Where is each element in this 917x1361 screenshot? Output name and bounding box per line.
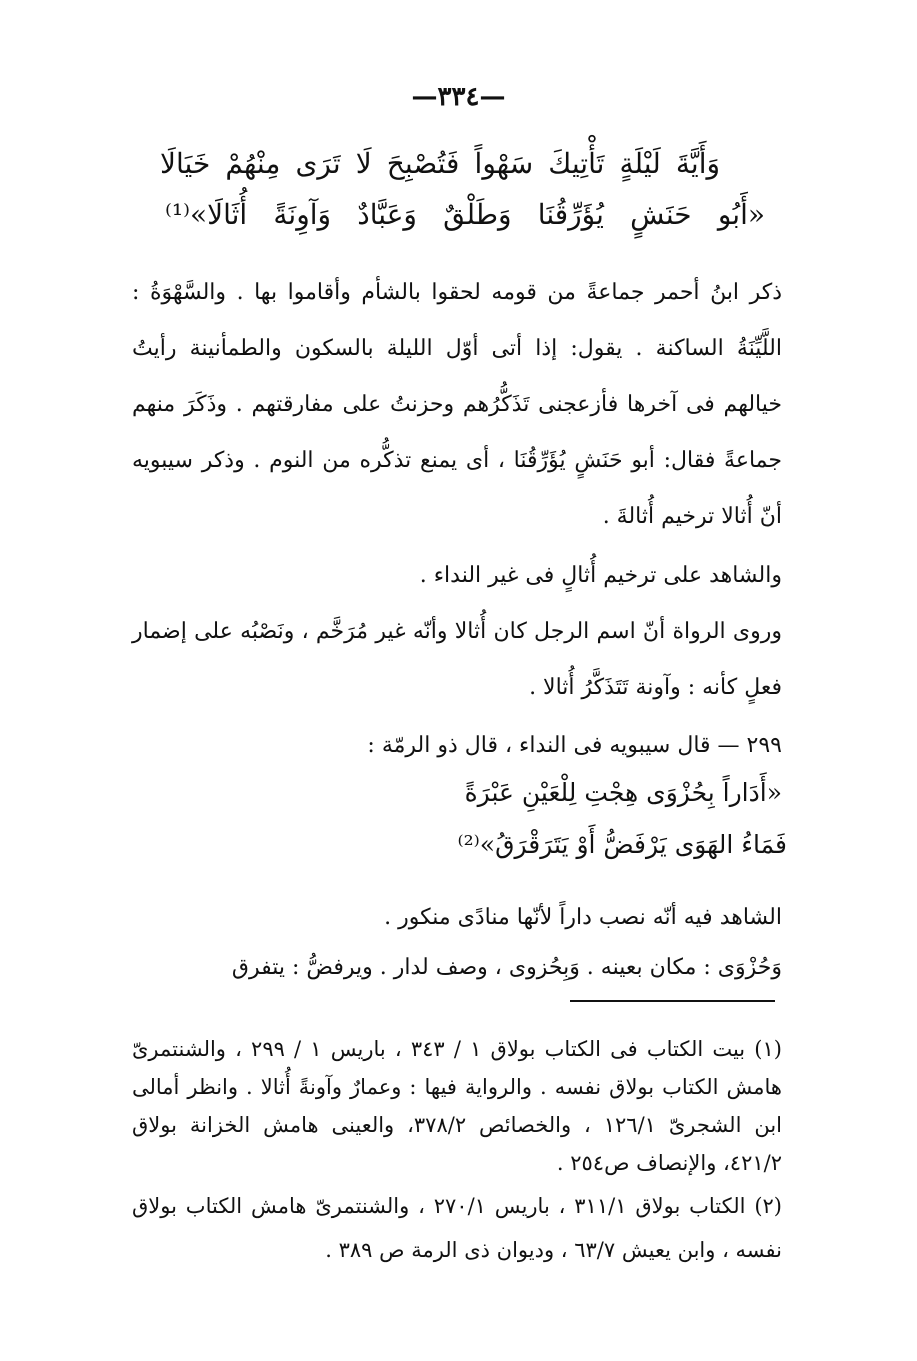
commentary-paragraph-2: والشاهد على ترخيم أُثالٍ فى غير النداء . [419, 563, 782, 588]
footnote-1: (١) بيت الكتاب فى الكتاب بولاق ١ / ٣٤٣ ، باريس ١ / ٢٩٩ ، والشنتمرىّ هامش الكتاب بولاق نفسه . والرواية فيها : وعمارٌ وآونةً أُثالا . وانظر أمالى ابن الشجرىّ ١٢٦/١ ، والخصائص ٣٧٨/٢، والعينى هامش الخزانة بولاق ٤٢١/٢، والإنصاف ص٢٥٤ . [132, 1037, 782, 1175]
commentary-paragraph-3: وروى الرواة أنّ اسم الرجل كان أُثالا وأنّه غير مُرَخَّم ، ونَصْبُه على إضمار فعلٍ كأنه : وآونة تَتَذَكَّرُ أُثالا . [132, 619, 782, 700]
page-number: —٣٣٤— [411, 82, 506, 112]
commentary-paragraph-5: وَحُزْوَى : مكان بعينه . وَبِحُزوى ، وصف لدار . ويرفضُّ : يتفرق [231, 955, 782, 980]
footnote-2: (٢) الكتاب بولاق ٣١١/١ ، باريس ٢٧٠/١ ، والشنتمرىّ هامش الكتاب بولاق نفسه ، وابن يعيش ٦٣/٧ ، وديوان ذى الرمة ص ٣٨٩ . [132, 1194, 782, 1262]
entry-heading-299: ٢٩٩ — قال سيبويه فى النداء ، قال ذو الرمّة : [367, 733, 782, 758]
footnote-divider [570, 1000, 775, 1002]
commentary-paragraph-4: الشاهد فيه أنّه نصب داراً لأنّها منادًى منكور . [384, 905, 782, 930]
commentary-paragraph-1: ذكر ابنُ أحمر جماعةً من قومه لحقوا بالشأم وأقاموا بها . والسَّهْوَةُ : اللَّيِّنَةُ الساكنة . يقول: إذا أتى أوّل الليلة بالسكون والطمأنينة رأيتُ خيالهم فى آخرها فأزعجنى تَذَكُّرُهم وحزنتُ على مفارقتهم . وذَكَرَ منهم جماعةً فقال: أبو حَنَشٍ يُؤَرِّقُنَا ، أى يمنع تذكُّره من النوم . وذكر سيبويه أنّ أُثالا ترخيم أُثالةَ . [132, 280, 782, 529]
verse-line-4: فَمَاءُ الهَوَى يَرْفَضُّ أَوْ يَتَرَقْرَقُ»⁽²⁾ [457, 830, 787, 859]
verse-line-3: «أَدَاراً بِحُزْوَى هِجْتِ لِلْعَيْنِ عَبْرَةً [464, 778, 782, 807]
verse-line-1: وَأَيَّةَ لَيْلَةٍ تَأْتِيكَ سَهْواً فَتُصْبِحَ لَا تَرَى مِنْهُمْ خَيَالَا [160, 147, 720, 180]
verse-line-2: «أَبُو حَنَشٍ يُؤَرِّقُنَا وَطَلْقٌ وَعَبَّادٌ وَآوِنَةً أُثَالَا»⁽¹⁾ [165, 198, 765, 231]
